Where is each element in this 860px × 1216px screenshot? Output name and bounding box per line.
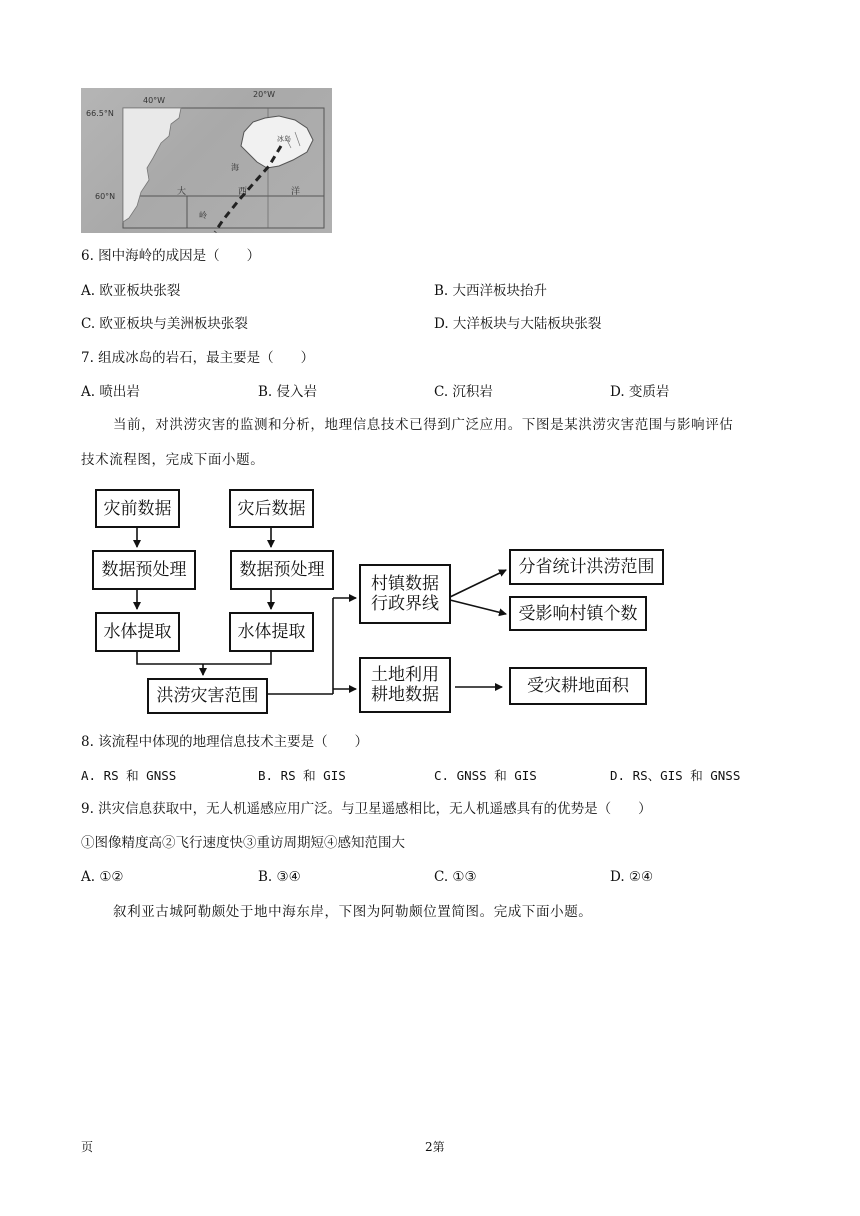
- box-preprocess-right: 数据预处理: [230, 550, 334, 590]
- q9-option-c: C. ①③: [434, 869, 477, 885]
- island-label: 冰岛: [277, 135, 291, 143]
- q9-option-b: B. ③④: [258, 869, 301, 885]
- q7-option-a: A. 喷出岩: [81, 384, 140, 400]
- lat-label-top: 66.5°N: [86, 109, 114, 118]
- box-province-flood-stats: 分省统计洪涝范围: [509, 549, 664, 585]
- question-9-statements: ①图像精度高②飞行速度快③重访周期短④感知范围大: [81, 835, 405, 851]
- ridge-char-1: 海: [231, 163, 239, 172]
- box-water-extraction-left: 水体提取: [95, 612, 180, 652]
- lon-label-right: 20°W: [253, 90, 276, 99]
- box-affected-farmland: 受灾耕地面积: [509, 667, 647, 705]
- footer-left: 页: [81, 1140, 94, 1154]
- ocean-char-2: 西: [238, 187, 248, 197]
- q9-option-a: A. ①②: [81, 869, 124, 885]
- q6-option-c: C. 欧亚板块与美洲板块张裂: [81, 316, 248, 332]
- iceland-map-image: [81, 88, 332, 233]
- q8-option-c: C. GNSS 和 GIS: [434, 768, 537, 783]
- q9-option-d: D. ②④: [610, 869, 654, 885]
- q8-option-d: D. RS、GIS 和 GNSS: [610, 768, 741, 783]
- q8-option-b: B. RS 和 GIS: [258, 768, 346, 783]
- footer-page-number: 2第: [425, 1140, 445, 1154]
- box-affected-villages: 受影响村镇个数: [509, 596, 647, 631]
- question-9-stem: 9. 洪灾信息获取中，无人机遥感应用广泛。与卫星遥感相比，无人机遥感具有的优势是（ ）: [81, 801, 652, 817]
- lon-label-left: 40°W: [143, 96, 166, 105]
- land-line-2: 耕地数据: [371, 685, 439, 705]
- intro-2-line-2: 技术流程图，完成下面小题。: [81, 452, 265, 468]
- village-line-2: 行政界线: [371, 594, 439, 614]
- question-6-stem: 6. 图中海岭的成因是（ ）: [81, 248, 261, 264]
- q6-option-d: D. 大洋板块与大陆板块张裂: [434, 316, 602, 332]
- greenland-coast: [123, 108, 181, 222]
- village-line-1: 村镇数据: [371, 574, 439, 594]
- lat-label-bottom: 60°N: [95, 192, 116, 201]
- q7-option-b: B. 侵入岩: [258, 384, 318, 400]
- box-pre-disaster-data: 灾前数据: [95, 489, 180, 528]
- intro-2-line-1: 当前，对洪涝灾害的监测和分析，地理信息技术已得到广泛应用。下图是某洪涝灾害范围与影响评估: [113, 417, 734, 433]
- ridge-char-2: 岭: [199, 211, 207, 220]
- ocean-char-1: 大: [177, 187, 187, 197]
- box-preprocess-left: 数据预处理: [92, 550, 196, 590]
- box-post-disaster-data: 灾后数据: [229, 489, 314, 528]
- q8-option-a: A. RS 和 GNSS: [81, 768, 177, 783]
- question-7-stem: 7. 组成冰岛的岩石，最主要是（ ）: [81, 350, 315, 366]
- box-flood-range: 洪涝灾害范围: [147, 678, 268, 714]
- q7-option-d: D. 变质岩: [610, 384, 670, 400]
- box-village-admin-boundary: [359, 564, 451, 624]
- box-water-extraction-right: 水体提取: [229, 612, 314, 652]
- box-land-use-farmland: [359, 657, 451, 713]
- ocean-char-3: 洋: [291, 187, 301, 197]
- q7-option-c: C. 沉积岩: [434, 384, 493, 400]
- land-line-1: 土地利用: [371, 665, 439, 685]
- intro-3: 叙利亚古城阿勒颇处于地中海东岸，下图为阿勒颇位置简图。完成下面小题。: [113, 904, 593, 920]
- question-8-stem: 8. 该流程中体现的地理信息技术主要是（ ）: [81, 734, 369, 750]
- q6-option-b: B. 大西洋板块抬升: [434, 283, 548, 299]
- q6-option-a: A. 欧亚板块张裂: [81, 283, 181, 299]
